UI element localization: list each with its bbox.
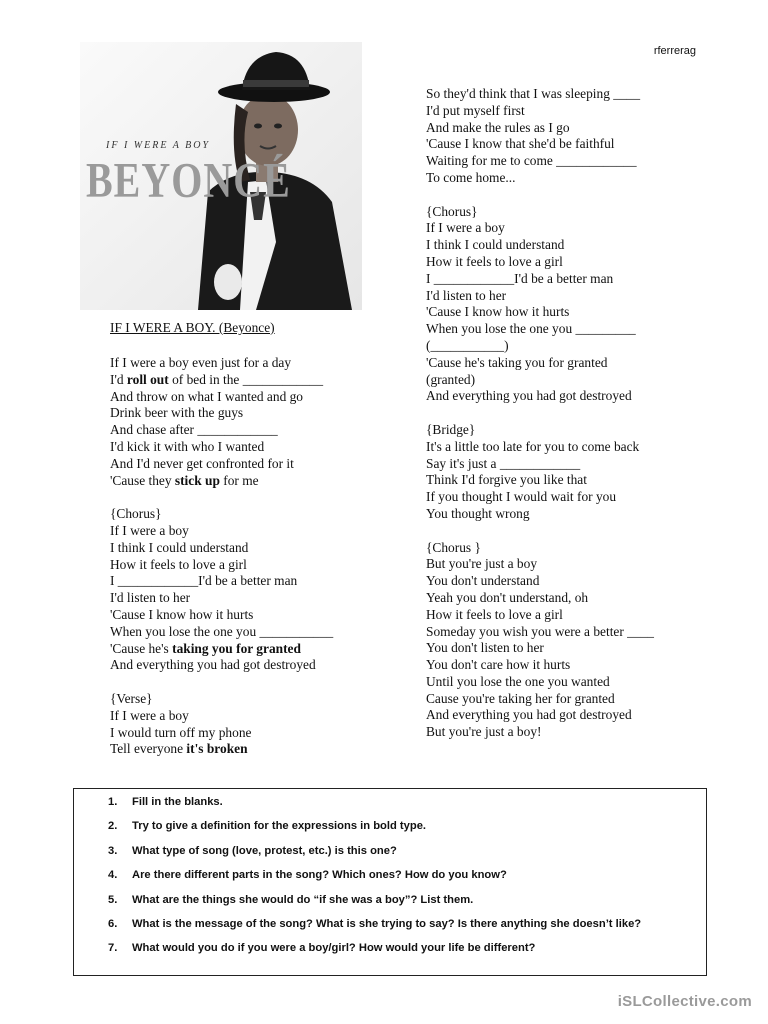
question-text: Fill in the blanks. [132, 796, 223, 808]
lyric-line: I ____________I'd be a better man [426, 270, 614, 286]
question-text: Try to give a definition for the expressions in bold type. [132, 820, 427, 833]
stanza-gap [426, 187, 654, 204]
lyric-line: And everything you had got destroyed [426, 707, 632, 723]
lyric-line: If I were a boy [426, 220, 505, 236]
lyric-line: How it feels to love a girl [110, 556, 247, 572]
watermark: iSLCollective.com [617, 993, 752, 1010]
question-item [108, 819, 641, 843]
lyric-line: When you lose the one you _________ [426, 321, 636, 337]
lyric-line: {Chorus} [426, 203, 478, 219]
cover-subtitle: IF I WERE A BOY [106, 140, 211, 151]
bold-expression: stick up [174, 472, 220, 488]
lyric-line: If I were a boy [110, 707, 189, 723]
lyric-text: Tell everyone [110, 741, 187, 757]
stanza-gap [110, 489, 333, 506]
lyric-line: And everything you had got destroyed [426, 388, 632, 404]
question-text: What type of song (love, protest, etc.) is this one? [132, 844, 397, 857]
lyric-line: And everything you had got destroyed [110, 657, 316, 673]
lyric-line: I'd put myself first [426, 102, 525, 118]
lyric-line: Yeah you don't understand, oh [426, 589, 589, 605]
question-item [108, 844, 641, 868]
lyric-line: You don't care how it hurts [426, 657, 571, 673]
lyric-line [110, 372, 333, 389]
lyric-text: I'd [110, 371, 127, 387]
lyric-line: Until you lose the one you wanted [426, 673, 610, 689]
lyric-line: {Chorus } [426, 539, 481, 555]
lyric-line: When you lose the one you ___________ [110, 623, 334, 639]
lyric-line: {Bridge} [426, 421, 476, 437]
cover-artist-logo: BEYONCÉ [86, 151, 291, 208]
question-number: 3. [108, 844, 118, 857]
lyric-line: (___________) [426, 337, 509, 353]
album-cover-image [80, 42, 362, 310]
lyric-line: I'd listen to her [426, 287, 507, 303]
lyric-line: I'd listen to her [110, 590, 191, 606]
lyric-line: 'Cause I know how it hurts [110, 606, 254, 622]
question-text: What are the things she would do “if she was a boy”? List them. [132, 893, 474, 906]
question-item [108, 941, 641, 965]
lyric-line [110, 641, 333, 658]
lyric-line: To come home... [426, 169, 516, 185]
question-number: 4. [108, 869, 118, 882]
lyric-line: It's a little too late for you to come back [426, 438, 640, 454]
bold-expression: it's broken [186, 741, 248, 757]
lyric-line: {Verse} [110, 690, 153, 706]
lyric-line: Waiting for me to come ____________ [426, 153, 637, 169]
lyric-text: for me [219, 472, 259, 488]
lyric-line: Drink beer with the guys [110, 405, 244, 421]
lyric-line: If you thought I would wait for you [426, 489, 617, 505]
lyric-line: But you're just a boy! [426, 724, 542, 740]
lyric-line: You thought wrong [426, 505, 530, 521]
question-number: 7. [108, 942, 118, 955]
stanza-gap [426, 405, 654, 422]
bold-expression: taking you for granted [172, 640, 301, 656]
lyric-line [110, 473, 333, 490]
lyrics-right-column [426, 86, 654, 741]
lyric-line: Think I'd forgive you like that [426, 472, 587, 488]
lyric-line: I think I could understand [110, 539, 249, 555]
song-title: IF I WERE A BOY. (Beyonce) [110, 320, 275, 335]
question-item [108, 795, 641, 819]
lyric-line: I'd kick it with who I wanted [110, 438, 265, 454]
question-item [108, 917, 641, 941]
lyric-line: Someday you wish you were a better ____ [426, 623, 654, 639]
lyric-line: And I'd never get confronted for it [110, 455, 294, 471]
stanza-gap [110, 674, 333, 691]
question-text: What would you do if you were a boy/girl? How would your life be different? [132, 942, 536, 955]
question-text: Are there different parts in the song? Which ones? How do you know? [132, 869, 507, 882]
lyric-text: 'Cause they [110, 472, 175, 488]
lyric-text: 'Cause he's [110, 640, 173, 656]
lyric-line: If I were a boy even just for a day [110, 355, 292, 370]
question-item [108, 893, 641, 917]
lyric-line: How it feels to love a girl [426, 606, 563, 622]
lyric-line: You don't listen to her [426, 640, 544, 656]
lyric-line: And throw on what I wanted and go [110, 388, 304, 404]
question-number: 6. [108, 917, 118, 930]
lyric-line: I think I could understand [426, 237, 565, 253]
lyric-line: You don't understand [426, 573, 540, 589]
lyric-line: 'Cause I know that she'd be faithful [426, 136, 615, 152]
lyric-line: If I were a boy [110, 522, 189, 538]
question-number: 1. [108, 796, 118, 808]
questions-box [73, 788, 707, 976]
lyric-line: So they'd think that I was sleeping ____ [426, 86, 641, 101]
lyric-line: I ____________I'd be a better man [110, 573, 298, 589]
lyric-line: (granted) [426, 371, 476, 387]
lyric-line [110, 741, 333, 758]
question-text: What is the message of the song? What is she trying to say? Is there anything she doesn’t like? [132, 917, 642, 930]
lyric-line: I would turn off my phone [110, 724, 252, 740]
lyric-text: of bed in the ____________ [168, 371, 324, 387]
questions-list [108, 795, 641, 966]
lyric-line: 'Cause he's taking you for granted [426, 354, 608, 370]
question-item [108, 868, 641, 892]
lyric-line: And chase after ____________ [110, 422, 278, 438]
question-number: 5. [108, 893, 118, 906]
lyric-line: 'Cause I know how it hurts [426, 304, 570, 320]
bold-expression: roll out [126, 371, 169, 387]
lyrics-left-column [110, 355, 333, 758]
question-number: 2. [108, 820, 118, 833]
stanza-gap [426, 523, 654, 540]
lyric-line: How it feels to love a girl [426, 253, 563, 269]
lyric-line: But you're just a boy [426, 556, 538, 572]
lyric-line: And make the rules as I go [426, 119, 570, 135]
lyric-line: Say it's just a ____________ [426, 455, 581, 471]
lyric-line: Cause you're taking her for granted [426, 690, 615, 706]
author-name: rferrerag [653, 45, 696, 57]
lyric-line: {Chorus} [110, 506, 162, 522]
